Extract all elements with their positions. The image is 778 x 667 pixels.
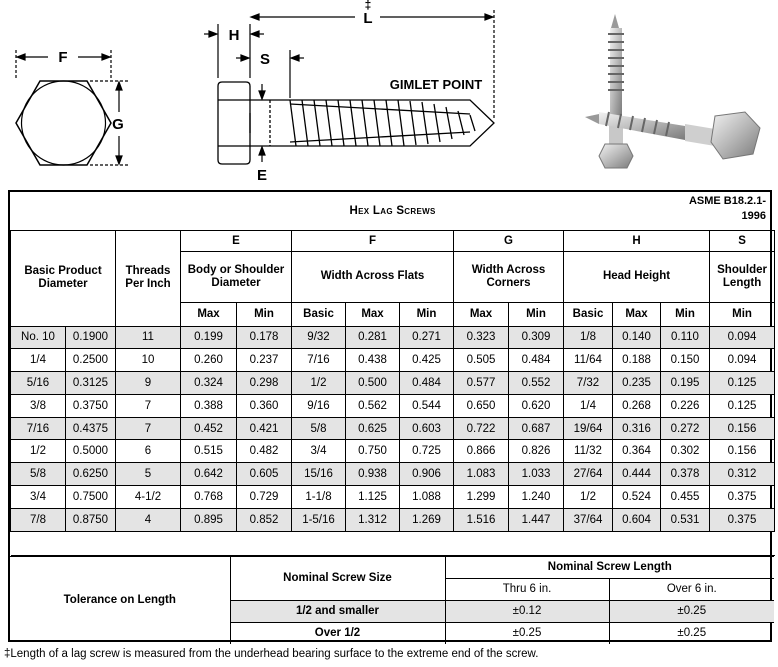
cell-basic-size: 3/8 — [11, 394, 66, 417]
cell-s-min: 0.375 — [710, 486, 775, 509]
length-footnote: ‡Length of a lag screw is measured from the underhead bearing surface to the extreme end of the screw. — [4, 648, 539, 660]
cell-h-max: 0.140 — [613, 326, 661, 349]
cell-e-max: 0.260 — [181, 349, 237, 372]
cell-e-min: 0.178 — [237, 326, 292, 349]
cell-e-max: 0.388 — [181, 394, 237, 417]
tolerance-large-over6: ±0.25 — [609, 622, 774, 644]
cell-f-basic: 15/16 — [292, 463, 346, 486]
cell-f-min: 0.484 — [400, 372, 454, 395]
header-g: G — [454, 230, 564, 251]
cell-h-basic: 11/32 — [564, 440, 613, 463]
cell-s-min: 0.156 — [710, 417, 775, 440]
cell-h-max: 0.188 — [613, 349, 661, 372]
cell-basic-decimal: 0.7500 — [66, 486, 116, 509]
table-title: Hex Lag Screws — [349, 204, 436, 217]
cell-h-max: 0.604 — [613, 508, 661, 531]
cell-h-basic: 1/2 — [564, 486, 613, 509]
g-dimension-line — [90, 81, 130, 165]
tolerance-large-thru6: ±0.25 — [445, 622, 609, 644]
header-head-height: Head Height — [564, 251, 710, 302]
table-row — [11, 463, 775, 486]
cell-e-max: 0.199 — [181, 326, 237, 349]
cell-h-max: 0.235 — [613, 372, 661, 395]
cell-basic-size: No. 10 — [11, 326, 66, 349]
label-s: S — [259, 51, 271, 68]
cell-basic-decimal: 0.5000 — [66, 440, 116, 463]
cell-g-max: 1.299 — [454, 486, 509, 509]
header-f-basic: Basic — [292, 302, 346, 326]
table-row — [11, 417, 775, 440]
cell-f-basic: 1-1/8 — [292, 486, 346, 509]
cell-f-min: 0.603 — [400, 417, 454, 440]
header-e-max: Max — [181, 302, 237, 326]
cell-e-min: 0.605 — [237, 463, 292, 486]
cell-g-min: 1.240 — [509, 486, 564, 509]
tolerance-size-small: 1/2 and smaller — [230, 600, 445, 622]
label-f: F — [58, 49, 68, 66]
header-threads-per-inch: Threads Per Inch — [116, 230, 181, 326]
label-h: H — [228, 27, 240, 44]
cell-h-max: 0.444 — [613, 463, 661, 486]
cell-threads: 4 — [116, 508, 181, 531]
cell-f-basic: 1/2 — [292, 372, 346, 395]
table-row — [11, 326, 775, 349]
thru-6-header: Thru 6 in. — [445, 578, 609, 600]
table-row — [11, 394, 775, 417]
cell-g-max: 1.083 — [454, 463, 509, 486]
header-row-letters — [11, 230, 775, 251]
tolerance-header-row-1 — [10, 556, 774, 578]
cell-s-min: 0.156 — [710, 440, 775, 463]
table-row — [11, 440, 775, 463]
label-l-mark: ‡ — [364, 0, 372, 12]
cell-g-max: 0.650 — [454, 394, 509, 417]
header-shoulder-length: Shoulder Length — [710, 251, 775, 302]
cell-e-min: 0.729 — [237, 486, 292, 509]
cell-basic-size: 7/8 — [11, 508, 66, 531]
header-f-max: Max — [346, 302, 400, 326]
header-body-shoulder-diameter: Body or Shoulder Diameter — [181, 251, 292, 302]
e-dimension-line — [259, 84, 265, 162]
cell-g-max: 0.505 — [454, 349, 509, 372]
cell-h-min: 0.272 — [661, 417, 710, 440]
header-f: F — [292, 230, 454, 251]
cell-basic-size: 3/4 — [11, 486, 66, 509]
cell-s-min: 0.125 — [710, 394, 775, 417]
cell-threads: 7 — [116, 394, 181, 417]
header-f-min: Min — [400, 302, 454, 326]
cell-f-max: 0.281 — [346, 326, 400, 349]
cell-g-max: 0.577 — [454, 372, 509, 395]
cell-threads: 6 — [116, 440, 181, 463]
cell-s-min: 0.094 — [710, 326, 775, 349]
cell-threads: 9 — [116, 372, 181, 395]
cell-f-min: 0.725 — [400, 440, 454, 463]
cell-f-min: 1.088 — [400, 486, 454, 509]
table-row — [11, 349, 775, 372]
hex-head-end-view — [16, 81, 111, 165]
cell-h-basic: 37/64 — [564, 508, 613, 531]
spacer-row — [11, 531, 775, 555]
cell-f-max: 1.312 — [346, 508, 400, 531]
cell-f-basic: 7/16 — [292, 349, 346, 372]
cell-basic-decimal: 0.1900 — [66, 326, 116, 349]
cell-h-min: 0.455 — [661, 486, 710, 509]
cell-h-basic: 1/4 — [564, 394, 613, 417]
cell-f-basic: 1-5/16 — [292, 508, 346, 531]
cell-basic-size: 1/4 — [11, 349, 66, 372]
header-h: H — [564, 230, 710, 251]
cell-h-min: 0.531 — [661, 508, 710, 531]
tolerance-on-length-label: Tolerance on Length — [10, 556, 230, 644]
cell-h-basic: 27/64 — [564, 463, 613, 486]
tolerance-small-over6: ±0.25 — [609, 600, 774, 622]
label-g: G — [112, 116, 124, 133]
cell-f-max: 1.125 — [346, 486, 400, 509]
cell-e-min: 0.360 — [237, 394, 292, 417]
cell-g-min: 0.620 — [509, 394, 564, 417]
cell-threads: 7 — [116, 417, 181, 440]
cell-h-max: 0.316 — [613, 417, 661, 440]
table-row — [11, 508, 775, 531]
cell-f-basic: 5/8 — [292, 417, 346, 440]
table-row — [11, 372, 775, 395]
cell-g-min: 0.687 — [509, 417, 564, 440]
cell-e-max: 0.452 — [181, 417, 237, 440]
cell-e-min: 0.421 — [237, 417, 292, 440]
cell-h-min: 0.195 — [661, 372, 710, 395]
standard-reference — [689, 194, 766, 224]
cell-threads: 5 — [116, 463, 181, 486]
tolerance-size-large: Over 1/2 — [230, 622, 445, 644]
cell-s-min: 0.312 — [710, 463, 775, 486]
cell-h-basic: 19/64 — [564, 417, 613, 440]
tolerance-small-thru6: ±0.12 — [445, 600, 609, 622]
cell-f-max: 0.500 — [346, 372, 400, 395]
title-row — [11, 192, 775, 230]
cell-s-min: 0.125 — [710, 372, 775, 395]
cell-g-min: 0.826 — [509, 440, 564, 463]
cell-f-basic: 3/4 — [292, 440, 346, 463]
cell-basic-decimal: 0.8750 — [66, 508, 116, 531]
header-width-across-corners: Width Across Corners — [454, 251, 564, 302]
cell-e-max: 0.324 — [181, 372, 237, 395]
cell-g-min: 1.033 — [509, 463, 564, 486]
cell-s-min: 0.375 — [710, 508, 775, 531]
cell-basic-decimal: 0.6250 — [66, 463, 116, 486]
cell-f-max: 0.625 — [346, 417, 400, 440]
over-6-header: Over 6 in. — [609, 578, 774, 600]
cell-e-max: 0.642 — [181, 463, 237, 486]
cell-f-basic: 9/16 — [292, 394, 346, 417]
cell-g-max: 1.516 — [454, 508, 509, 531]
cell-h-min: 0.110 — [661, 326, 710, 349]
cell-e-min: 0.298 — [237, 372, 292, 395]
label-gimlet-point: GIMLET POINT — [389, 77, 483, 92]
cell-f-min: 0.271 — [400, 326, 454, 349]
label-l: L — [363, 10, 373, 27]
cell-g-min: 0.484 — [509, 349, 564, 372]
cell-f-max: 0.438 — [346, 349, 400, 372]
hex-lag-screw-table — [10, 192, 775, 556]
cell-g-max: 0.722 — [454, 417, 509, 440]
screw-side-view — [218, 82, 494, 164]
header-s-min: Min — [710, 302, 775, 326]
nominal-screw-length-header: Nominal Screw Length — [445, 556, 774, 578]
cell-h-min: 0.302 — [661, 440, 710, 463]
cell-e-min: 0.852 — [237, 508, 292, 531]
cell-h-basic: 7/32 — [564, 372, 613, 395]
vertical-screw-illustration — [599, 14, 633, 168]
cell-f-min: 0.906 — [400, 463, 454, 486]
cell-h-min: 0.378 — [661, 463, 710, 486]
cell-e-max: 0.515 — [181, 440, 237, 463]
cell-e-max: 0.895 — [181, 508, 237, 531]
header-e: E — [181, 230, 292, 251]
header-basic-product-diameter: Basic Product Diameter — [11, 230, 116, 326]
cell-h-max: 0.524 — [613, 486, 661, 509]
header-s: S — [710, 230, 775, 251]
cell-basic-size: 5/8 — [11, 463, 66, 486]
standard-line-2: 1996 — [741, 210, 766, 222]
header-h-min: Min — [661, 302, 710, 326]
cell-threads: 10 — [116, 349, 181, 372]
cell-f-basic: 9/32 — [292, 326, 346, 349]
lag-screw-photo — [575, 4, 775, 190]
cell-basic-size: 7/16 — [11, 417, 66, 440]
cell-f-min: 0.544 — [400, 394, 454, 417]
tolerance-table — [10, 556, 774, 645]
cell-h-min: 0.150 — [661, 349, 710, 372]
cell-h-basic: 1/8 — [564, 326, 613, 349]
cell-e-max: 0.768 — [181, 486, 237, 509]
cell-s-min: 0.094 — [710, 349, 775, 372]
data-rows — [11, 326, 775, 531]
header-g-max: Max — [454, 302, 509, 326]
spec-table-container — [8, 190, 772, 642]
table-row — [11, 486, 775, 509]
cell-e-min: 0.482 — [237, 440, 292, 463]
cell-g-min: 0.552 — [509, 372, 564, 395]
header-g-min: Min — [509, 302, 564, 326]
cell-f-max: 0.750 — [346, 440, 400, 463]
cell-f-min: 0.425 — [400, 349, 454, 372]
cell-h-basic: 11/64 — [564, 349, 613, 372]
label-e: E — [256, 167, 268, 184]
cell-g-min: 1.447 — [509, 508, 564, 531]
cell-basic-size: 1/2 — [11, 440, 66, 463]
cell-basic-size: 5/16 — [11, 372, 66, 395]
cell-f-min: 1.269 — [400, 508, 454, 531]
header-h-max: Max — [613, 302, 661, 326]
header-h-basic: Basic — [564, 302, 613, 326]
header-e-min: Min — [237, 302, 292, 326]
cell-threads: 4-1/2 — [116, 486, 181, 509]
cell-g-max: 0.866 — [454, 440, 509, 463]
cell-threads: 11 — [116, 326, 181, 349]
cell-g-max: 0.323 — [454, 326, 509, 349]
cell-f-max: 0.562 — [346, 394, 400, 417]
cell-basic-decimal: 0.4375 — [66, 417, 116, 440]
cell-basic-decimal: 0.3750 — [66, 394, 116, 417]
header-width-across-flats: Width Across Flats — [292, 251, 454, 302]
nominal-screw-size-header: Nominal Screw Size — [230, 556, 445, 600]
cell-h-max: 0.364 — [613, 440, 661, 463]
cell-basic-decimal: 0.2500 — [66, 349, 116, 372]
cell-g-min: 0.309 — [509, 326, 564, 349]
cell-h-max: 0.268 — [613, 394, 661, 417]
cell-basic-decimal: 0.3125 — [66, 372, 116, 395]
cell-e-min: 0.237 — [237, 349, 292, 372]
standard-line-1: ASME B18.2.1- — [688, 195, 766, 207]
cell-h-min: 0.226 — [661, 394, 710, 417]
cell-f-max: 0.938 — [346, 463, 400, 486]
